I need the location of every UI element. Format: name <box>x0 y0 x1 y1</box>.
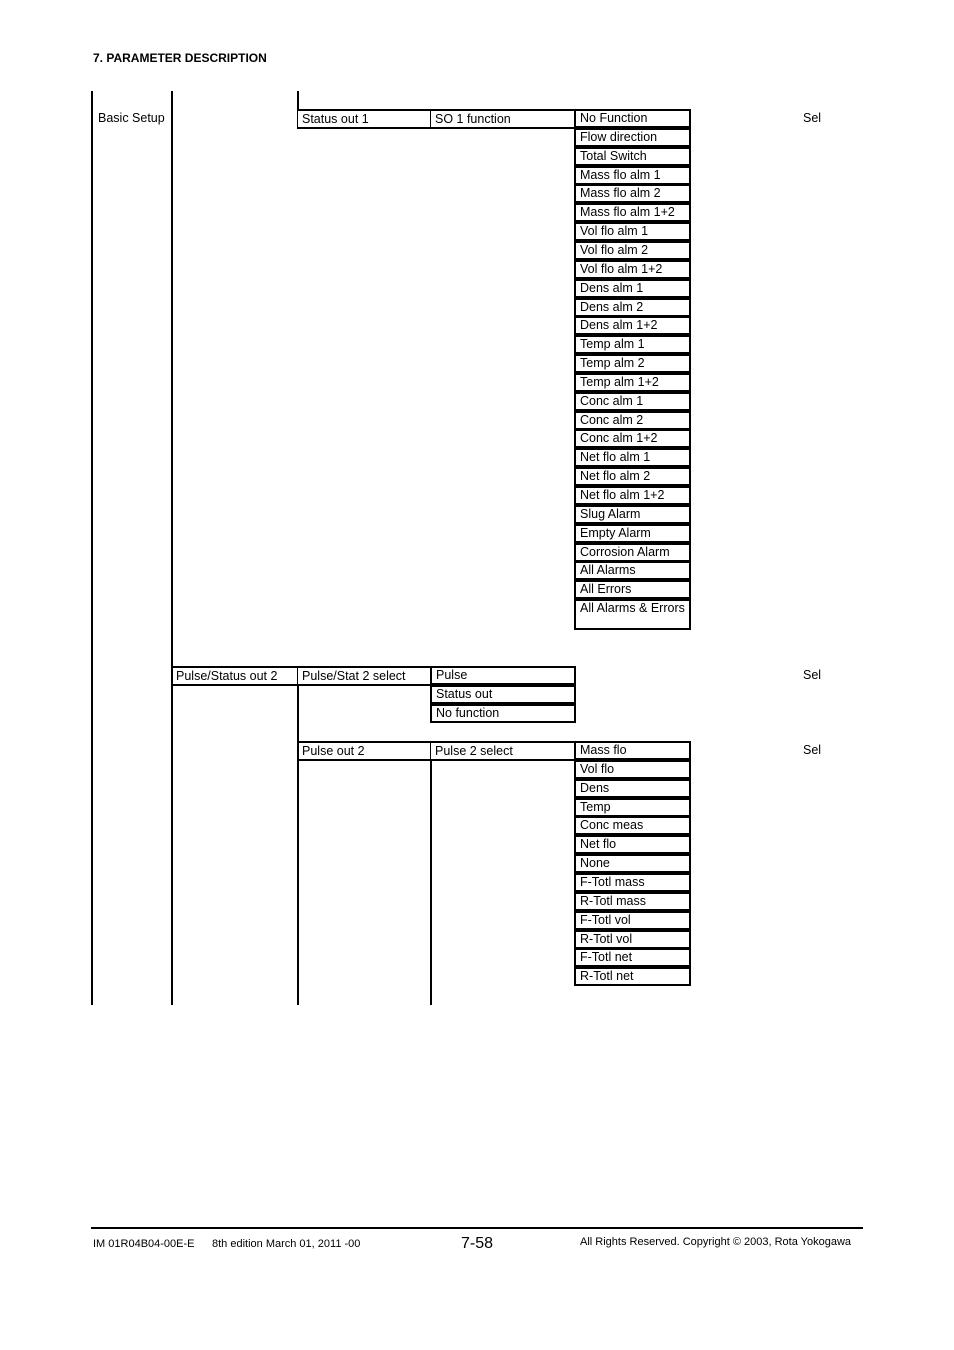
section-header: 7. PARAMETER DESCRIPTION <box>93 51 267 65</box>
option-item[interactable]: Net flo alm 1+2 <box>574 486 691 505</box>
so1-function-node[interactable]: SO 1 function <box>430 109 575 129</box>
pulse2-select-node[interactable]: Pulse 2 select <box>430 741 575 761</box>
option-item[interactable]: Conc meas <box>574 816 691 835</box>
option-item[interactable]: Vol flo alm 1+2 <box>574 260 691 279</box>
option-item[interactable]: Vol flo alm 2 <box>574 241 691 260</box>
option-item[interactable]: Dens alm 2 <box>574 298 691 317</box>
option-item[interactable]: Net flo alm 2 <box>574 467 691 486</box>
option-item[interactable]: Pulse <box>430 666 576 685</box>
option-item[interactable]: Temp alm 1+2 <box>574 373 691 392</box>
option-item[interactable]: R-Totl vol <box>574 930 691 949</box>
tree-line-level1 <box>171 91 173 1005</box>
option-item[interactable]: Conc alm 2 <box>574 411 691 430</box>
option-item[interactable]: F-Totl vol <box>574 911 691 930</box>
option-item[interactable]: Flow direction <box>574 128 691 147</box>
option-item[interactable]: Mass flo alm 1+2 <box>574 203 691 222</box>
option-item[interactable]: R-Totl mass <box>574 892 691 911</box>
option-item[interactable]: Dens alm 1 <box>574 279 691 298</box>
status-out1-node[interactable]: Status out 1 <box>297 109 431 129</box>
tree-line-level2-pulse <box>297 684 299 1005</box>
pulse-stat2-select-node[interactable]: Pulse/Stat 2 select <box>297 666 431 686</box>
option-item[interactable]: No Function <box>574 109 691 128</box>
tree-line-root <box>91 91 93 1005</box>
option-item[interactable]: All Errors <box>574 580 691 599</box>
option-item[interactable]: Dens alm 1+2 <box>574 316 691 335</box>
option-item[interactable]: None <box>574 854 691 873</box>
option-item[interactable]: Total Switch <box>574 147 691 166</box>
po2-type-label: Sel <box>803 743 822 757</box>
option-item[interactable]: All Alarms <box>574 561 691 580</box>
option-item[interactable]: All Alarms & Errors <box>574 599 691 630</box>
ps2-type-label: Sel <box>803 668 822 682</box>
option-item[interactable]: Temp alm 2 <box>574 354 691 373</box>
option-item[interactable]: Net flo <box>574 835 691 854</box>
basic-setup-label: Basic Setup <box>98 111 165 125</box>
option-item[interactable]: Temp <box>574 798 691 817</box>
option-item[interactable]: Corrosion Alarm <box>574 543 691 562</box>
option-item[interactable]: Vol flo alm 1 <box>574 222 691 241</box>
tree-line-level3-pulse <box>430 759 432 1005</box>
option-item[interactable]: Mass flo alm 2 <box>574 184 691 203</box>
so1-type-label: Sel <box>803 111 822 125</box>
option-item[interactable]: Temp alm 1 <box>574 335 691 354</box>
option-item[interactable]: F-Totl mass <box>574 873 691 892</box>
option-item[interactable]: Mass flo alm 1 <box>574 166 691 185</box>
doc-id: IM 01R04B04-00E-E <box>93 1238 195 1250</box>
copyright: All Rights Reserved. Copyright © 2003, Rota Yokogawa <box>580 1236 852 1248</box>
option-item[interactable]: Status out <box>430 685 576 704</box>
option-item[interactable]: Slug Alarm <box>574 505 691 524</box>
footer-rule <box>91 1227 863 1229</box>
option-item[interactable]: Dens <box>574 779 691 798</box>
option-item[interactable]: F-Totl net <box>574 948 691 967</box>
pulse-status-out2-node[interactable]: Pulse/Status out 2 <box>171 666 298 686</box>
option-item[interactable]: No function <box>430 704 576 723</box>
option-item[interactable]: Mass flo <box>574 741 691 760</box>
option-item[interactable]: Conc alm 1 <box>574 392 691 411</box>
option-item[interactable]: Net flo alm 1 <box>574 448 691 467</box>
option-item[interactable]: Conc alm 1+2 <box>574 429 691 448</box>
tree-line-level2-top <box>297 91 299 109</box>
option-item[interactable]: Empty Alarm <box>574 524 691 543</box>
pulse-out2-node[interactable]: Pulse out 2 <box>297 741 431 761</box>
option-item[interactable]: R-Totl net <box>574 967 691 986</box>
page-number: 7-58 <box>461 1235 494 1252</box>
edition: 8th edition March 01, 2011 -00 <box>212 1238 361 1250</box>
option-item[interactable]: Vol flo <box>574 760 691 779</box>
